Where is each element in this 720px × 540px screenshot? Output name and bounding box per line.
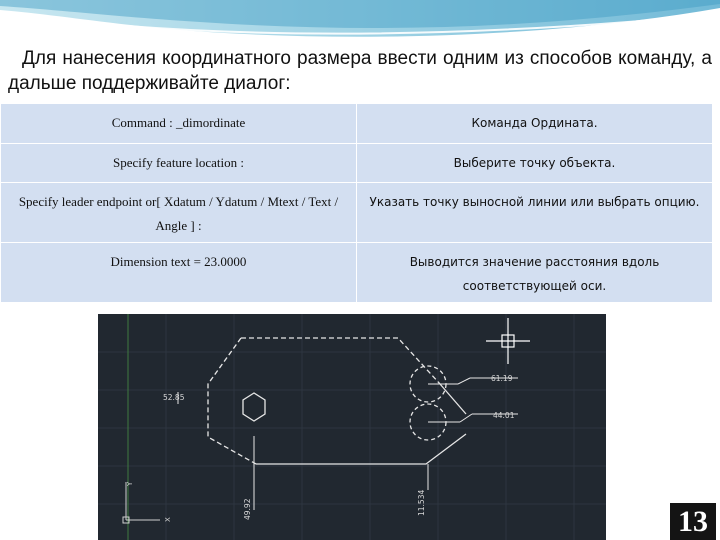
table-cell-description: Выберите точку объекта.: [357, 144, 713, 183]
dimension-label: 11.534: [417, 489, 426, 516]
table-cell-description: Указать точку выносной линии или выбрать опцию.: [357, 183, 713, 243]
table-cell-description: Выводится значение расстояния вдоль соответствующей оси.: [357, 243, 713, 303]
table-cell-command: Command : _dimordinate: [1, 104, 357, 144]
dimension-label: 44.01: [493, 411, 515, 420]
ucs-y-label: Y: [126, 481, 134, 486]
table-row: [1, 183, 713, 243]
table-row: [1, 144, 713, 183]
cad-drawing-viewport: [98, 314, 606, 540]
dimension-label: 61.19: [491, 374, 513, 383]
header-wave-decoration: [0, 0, 720, 50]
dimension-label: 52.85: [163, 393, 185, 402]
table-row: [1, 104, 713, 144]
table-cell-command: Specify feature location :: [1, 144, 357, 183]
table-cell-command: Dimension text = 23.0000: [1, 243, 357, 303]
page-number-badge: 13: [670, 503, 716, 540]
table-row: [1, 243, 713, 303]
table-cell-command: Specify leader endpoint or[ Xdatum / Ydatum / Mtext / Text / Angle ] :: [1, 183, 357, 243]
ucs-x-label: X: [164, 517, 172, 522]
command-dialog-table: [0, 103, 713, 303]
dimension-label: 49.92: [243, 498, 252, 520]
intro-text: Для нанесения координатного размера ввести одним из способов команду, а дальше поддерживайте диалог:: [8, 48, 712, 94]
table-cell-description: Команда Ордината.: [357, 104, 713, 144]
intro-paragraph: [8, 46, 712, 96]
